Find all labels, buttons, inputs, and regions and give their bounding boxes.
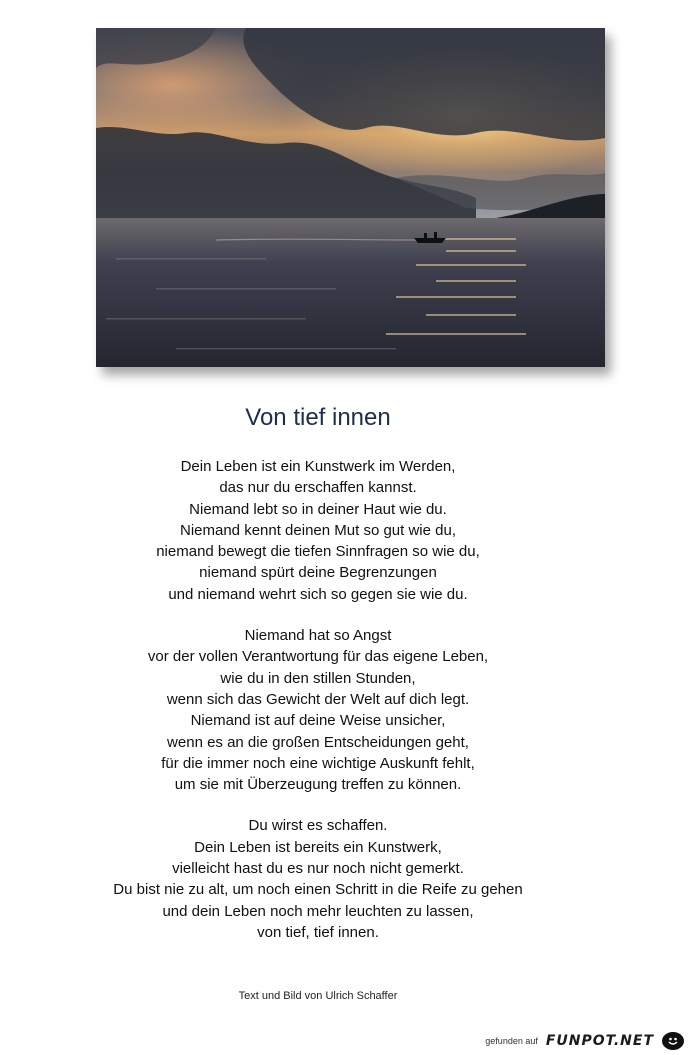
poem-line: um sie mit Überzeugung treffen zu können. <box>174 776 462 794</box>
source-watermark[interactable] <box>485 1031 684 1051</box>
poem-line: von tief, tief innen. <box>257 923 379 941</box>
poem-line: Niemand hat so Angst <box>244 627 392 645</box>
poem-body <box>0 456 636 963</box>
poem-line: das nur du erschaffen kannst. <box>219 479 417 497</box>
poem-line: und niemand wehrt sich so gegen sie wie du. <box>168 585 468 603</box>
sunset-photo <box>96 28 605 367</box>
smiley-icon <box>662 1032 684 1050</box>
poem-line: vielleicht hast du es nur noch nicht gemerkt. <box>172 860 464 878</box>
poem-line: wie du in den stillen Stunden, <box>220 669 416 687</box>
poem-line: Du wirst es schaffen. <box>248 817 388 835</box>
poem-title: Von tief innen <box>245 404 391 431</box>
watermark-prefix: gefunden auf <box>485 1036 538 1046</box>
poem-line: wenn es an die großen Entscheidungen geht, <box>167 733 469 751</box>
poem-line: Dein Leben ist ein Kunstwerk im Werden, <box>180 458 456 475</box>
stanza <box>0 815 636 943</box>
poem-line: niemand bewegt die tiefen Sinnfragen so wie du, <box>156 543 480 561</box>
poem-line: Niemand kennt deinen Mut so gut wie du, <box>180 521 456 539</box>
poem-line: für die immer noch eine wichtige Auskunft fehlt, <box>161 754 475 772</box>
poem-line: wenn sich das Gewicht der Welt auf dich legt. <box>166 690 470 708</box>
stanza <box>0 625 636 795</box>
poem-line: Dein Leben ist bereits ein Kunstwerk, <box>194 838 442 856</box>
poem-line: vor der vollen Verantwortung für das eigene Leben, <box>147 648 489 666</box>
poem-line: Du bist nie zu alt, um noch einen Schritt in die Reife zu gehen <box>113 881 523 899</box>
watermark-logo: FUNPOT.NET <box>545 1033 654 1049</box>
author-credit: Text und Bild von Ulrich Schaffer <box>238 990 398 1002</box>
poem-line: Niemand lebt so in deiner Haut wie du. <box>189 500 447 518</box>
poem-line: und dein Leben noch mehr leuchten zu lassen, <box>162 902 474 920</box>
stanza <box>0 456 636 605</box>
poem-line: Niemand ist auf deine Weise unsicher, <box>190 712 446 730</box>
poem-line: niemand spürt deine Begrenzungen <box>199 564 437 582</box>
seascape-image <box>96 28 605 367</box>
